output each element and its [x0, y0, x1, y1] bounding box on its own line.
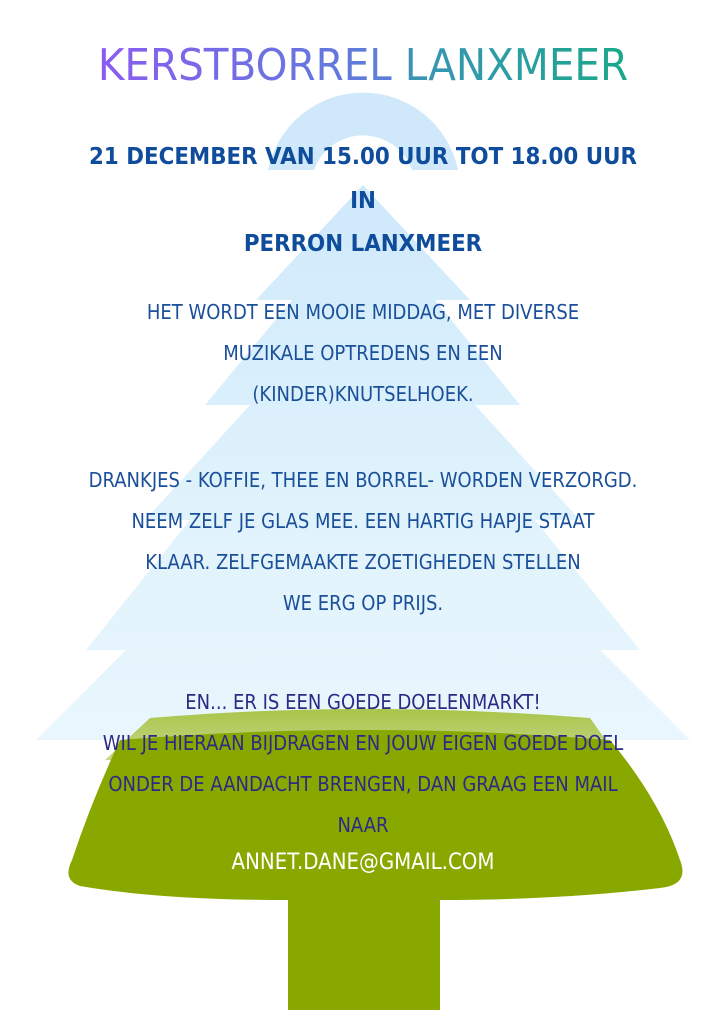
- event-in: IN: [350, 188, 376, 214]
- paragraph2-line: NEEM ZELF JE GLAS MEE. EEN HARTIG HAPJE STAAT: [131, 509, 595, 533]
- paragraph1-line: (KINDER)KNUTSELHOEK.: [252, 382, 474, 406]
- paragraph3-line: WIL JE HIERAAN BIJDRAGEN EN JOUW EIGEN GOEDE DOEL: [102, 731, 624, 755]
- paragraph3-line: NAAR: [337, 813, 389, 837]
- contact-email[interactable]: ANNET.DANE@GMAIL.COM: [231, 850, 495, 875]
- paragraph1-line: HET WORDT EEN MOOIE MIDDAG, MET DIVERSE: [146, 300, 580, 324]
- paragraph3-line: EN... ER IS EEN GOEDE DOELENMARKT!: [185, 690, 541, 714]
- tree-body: [36, 185, 690, 740]
- paragraph1-line: MUZIKALE OPTREDENS EN EEN: [223, 341, 503, 365]
- page-title: [29, 40, 697, 91]
- paragraph2-line: WE ERG OP PRIJS.: [282, 591, 444, 615]
- title-part1: KERSTBORREL: [97, 40, 392, 91]
- event-date: 21 DECEMBER VAN 15.00 UUR TOT 18.00 UUR: [89, 144, 637, 170]
- title-part2: LANXMEER: [404, 40, 629, 91]
- paragraph2-line: KLAAR. ZELFGEMAAKTE ZOETIGHEDEN STELLEN: [145, 550, 581, 574]
- event-location: PERRON LANXMEER: [243, 231, 483, 257]
- paragraph3-line: ONDER DE AANDACHT BRENGEN, DAN GRAAG EEN MAIL: [108, 772, 618, 796]
- paragraph2-line: DRANKJES - KOFFIE, THEE EN BORREL- WORDEN VERZORGD.: [88, 468, 638, 492]
